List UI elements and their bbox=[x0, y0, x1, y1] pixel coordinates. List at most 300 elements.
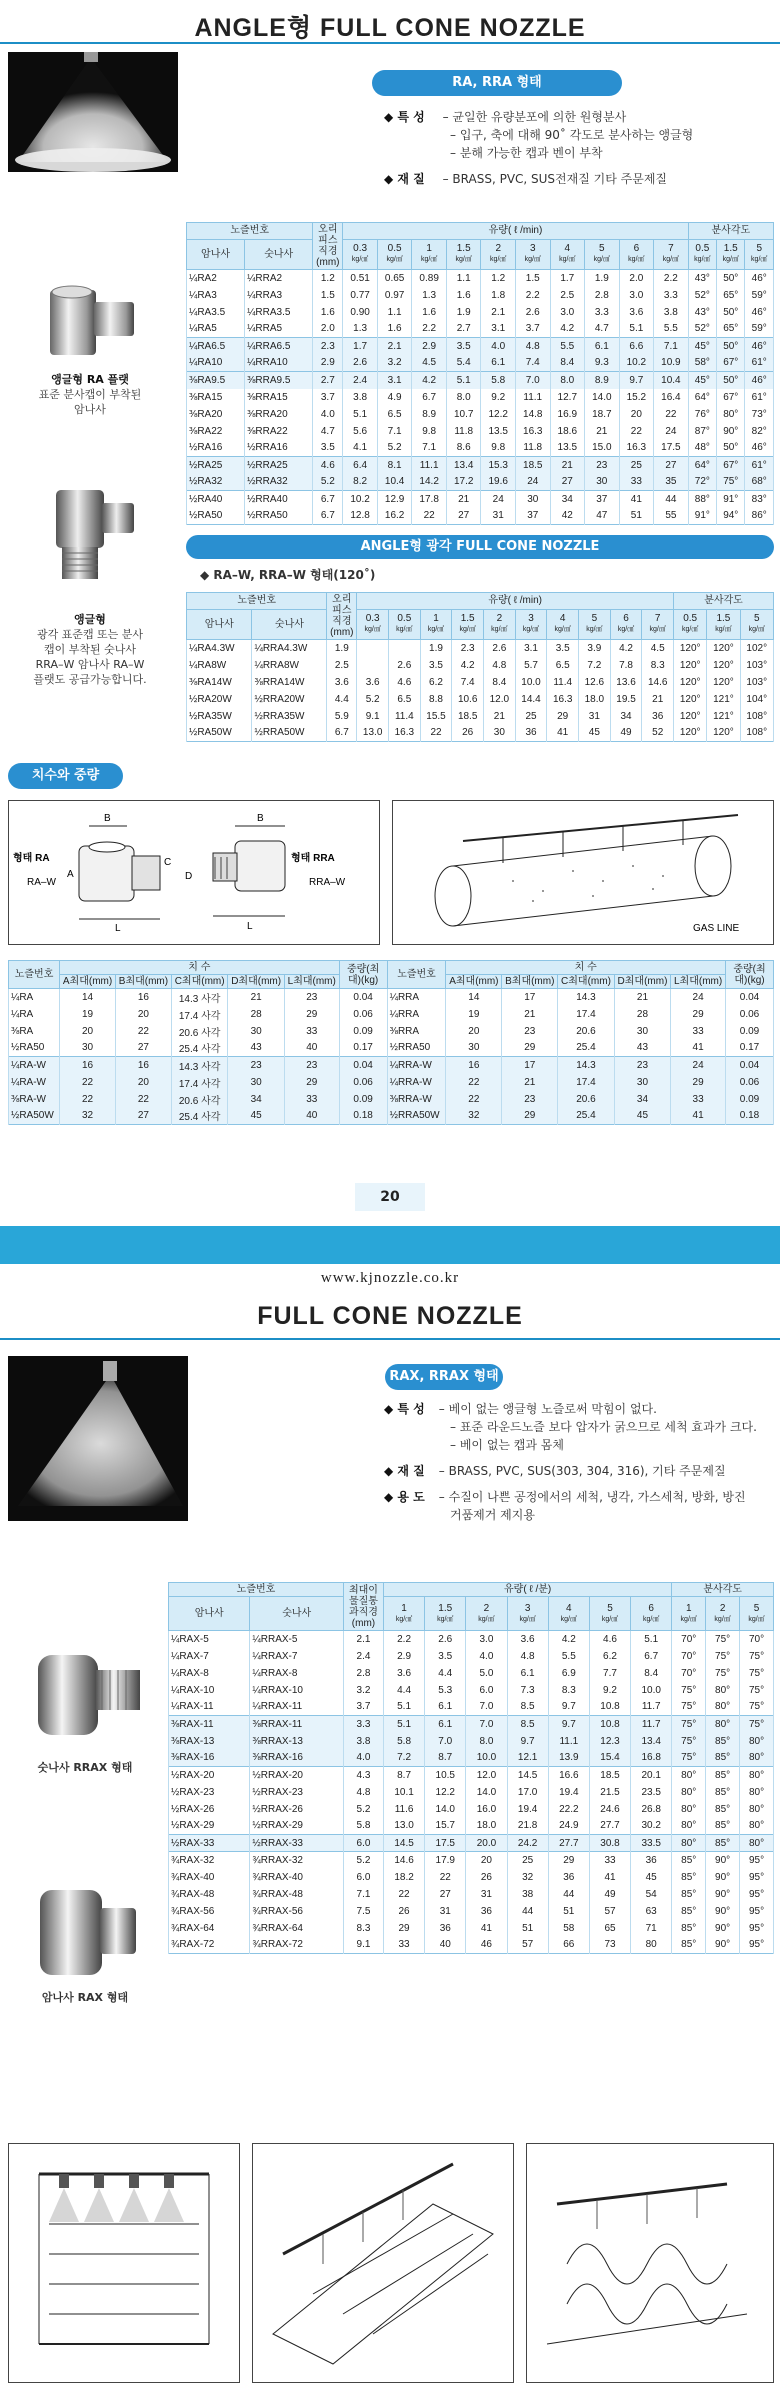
table-cell: ½RA32 bbox=[187, 474, 245, 491]
table-cell: 25 bbox=[515, 708, 547, 725]
table-cell: 5.2 bbox=[377, 440, 412, 457]
table-cell: 3.3 bbox=[343, 1716, 383, 1733]
table-cell: ½RAX-33 bbox=[169, 1835, 250, 1852]
table-cell: 43 bbox=[614, 1040, 671, 1057]
col-pressure: 2 kg/㎠ bbox=[466, 1597, 507, 1631]
table-row bbox=[169, 1716, 774, 1733]
table-cell: ¾RRAX-40 bbox=[250, 1869, 344, 1886]
table-cell: 121° bbox=[707, 691, 740, 708]
table-cell: 9.2 bbox=[481, 389, 516, 406]
table-cell: 21 bbox=[502, 1074, 558, 1091]
table-cell: 11.1 bbox=[412, 457, 447, 474]
table-cell: 75° bbox=[740, 1716, 774, 1733]
table-cell: 2.2 bbox=[515, 287, 550, 304]
table-cell: 7.2 bbox=[579, 657, 611, 674]
table-cell: ½RRAX-20 bbox=[250, 1767, 344, 1784]
table-cell: 10.1 bbox=[383, 1784, 424, 1801]
col-pressure: 1 kg/㎠ bbox=[420, 609, 452, 639]
table-cell: 12.1 bbox=[507, 1750, 548, 1767]
label-gas-line: GAS LINE bbox=[693, 923, 740, 934]
application-diagram-2 bbox=[252, 2143, 514, 2383]
table-cell: 3.6 bbox=[357, 674, 389, 691]
table-cell: 20.6 사각 bbox=[171, 1091, 228, 1108]
table-cell: 3.1 bbox=[377, 372, 412, 389]
table-cell: 120° bbox=[674, 691, 707, 708]
table-cell: 26.8 bbox=[631, 1801, 672, 1818]
col-angle: 분사각도 bbox=[672, 1583, 774, 1597]
table-cell: 27 bbox=[115, 1108, 171, 1125]
title-rule bbox=[0, 42, 780, 44]
table-cell: 17.5 bbox=[425, 1835, 466, 1852]
table-cell: 14.3 사각 bbox=[171, 1057, 228, 1074]
table-cell: 47 bbox=[585, 508, 620, 525]
table-cell: 20 bbox=[446, 1023, 502, 1040]
table-cell: 23 bbox=[585, 457, 620, 474]
table-cell: ¾RAX-40 bbox=[169, 1869, 250, 1886]
table-cell: 10.9 bbox=[654, 355, 689, 372]
table-cell: 6.4 bbox=[343, 457, 378, 474]
table-cell: 24 bbox=[515, 474, 550, 491]
table-cell: 30 bbox=[228, 1023, 285, 1040]
table-cell: 8.8 bbox=[420, 691, 452, 708]
table-cell: 6.7 bbox=[313, 508, 343, 525]
table-cell: 2.0 bbox=[619, 270, 654, 287]
table-cell: 12.6 bbox=[579, 674, 611, 691]
col-angle: 분사각도 bbox=[674, 593, 774, 610]
table-cell: 2.8 bbox=[585, 287, 620, 304]
table-cell: 27.7 bbox=[589, 1818, 630, 1835]
table-cell: 88° bbox=[688, 491, 716, 508]
table-cell: 16.3 bbox=[389, 725, 421, 742]
table-cell: 83° bbox=[745, 491, 774, 508]
table-cell: 23 bbox=[502, 1023, 558, 1040]
col-passage: 최대이물질통과직경(mm) bbox=[343, 1583, 383, 1631]
table-cell: 9.1 bbox=[343, 1937, 383, 1954]
nozzle-ra-image bbox=[30, 280, 150, 365]
table-cell: 8.6 bbox=[446, 440, 481, 457]
table-cell: 11.4 bbox=[389, 708, 421, 725]
table-cell: 27 bbox=[654, 457, 689, 474]
table-row bbox=[169, 1818, 774, 1835]
table-cell: 4.6 bbox=[589, 1631, 630, 1648]
table-cell: 95° bbox=[740, 1852, 774, 1869]
table-cell: 14.8 bbox=[515, 406, 550, 423]
table-cell: 26 bbox=[383, 1903, 424, 1920]
table-cell: 120° bbox=[674, 640, 707, 657]
table-cell: 3.8 bbox=[343, 1733, 383, 1750]
table-cell: 5.2 bbox=[313, 474, 343, 491]
table-cell: 8.5 bbox=[507, 1699, 548, 1716]
table-cell: 30 bbox=[228, 1074, 285, 1091]
table-cell: 2.9 bbox=[412, 338, 447, 355]
col-orifice: 오리피스직경(mm) bbox=[327, 593, 357, 640]
table-cell: 75° bbox=[706, 1648, 740, 1665]
table-cell: 17.5 bbox=[654, 440, 689, 457]
table-cell: 80° bbox=[740, 1801, 774, 1818]
table-cell: 6.0 bbox=[343, 1869, 383, 1886]
table-cell: 1.2 bbox=[481, 270, 516, 287]
table-cell: 15.0 bbox=[585, 440, 620, 457]
table-cell: 27 bbox=[446, 508, 481, 525]
table-cell: ¼RRA5 bbox=[245, 321, 313, 338]
table-row bbox=[187, 725, 774, 742]
col-male: 숫나사 bbox=[252, 609, 327, 639]
table-cell: 37 bbox=[515, 508, 550, 525]
table-cell: 19.4 bbox=[548, 1784, 589, 1801]
col-pressure: 2 kg/㎠ bbox=[484, 609, 516, 639]
table-cell: ½RAX-29 bbox=[169, 1818, 250, 1835]
table-cell: 85° bbox=[672, 1903, 706, 1920]
rax-nozzle-image bbox=[18, 1880, 148, 1985]
table-cell: 85° bbox=[706, 1767, 740, 1784]
table-cell: 4.8 bbox=[515, 338, 550, 355]
table-cell: 4.0 bbox=[343, 1750, 383, 1767]
table-row bbox=[187, 406, 774, 423]
table-cell: 20.0 bbox=[466, 1835, 507, 1852]
table-cell: ¼RA bbox=[9, 989, 60, 1006]
table-cell: 49 bbox=[610, 725, 642, 742]
table-cell: 23 bbox=[502, 1091, 558, 1108]
table-cell: 2.8 bbox=[343, 1665, 383, 1682]
table-cell: 67° bbox=[717, 355, 745, 372]
table-cell: 16.6 bbox=[548, 1767, 589, 1784]
table-cell: 4.5 bbox=[412, 355, 447, 372]
table-cell: ¼RRAX-7 bbox=[250, 1648, 344, 1665]
table-cell: 22 bbox=[446, 1074, 502, 1091]
table-row bbox=[169, 1750, 774, 1767]
table-cell: 11.8 bbox=[515, 440, 550, 457]
table-cell: 80° bbox=[672, 1835, 706, 1852]
table-cell: 8.9 bbox=[412, 406, 447, 423]
table-row bbox=[169, 1733, 774, 1750]
dims-pill: 치수와 중량 bbox=[8, 763, 123, 789]
table-cell: 22 bbox=[115, 1091, 171, 1108]
table-cell: 31 bbox=[425, 1903, 466, 1920]
table-cell: 10.4 bbox=[654, 372, 689, 389]
table-cell: 80° bbox=[672, 1818, 706, 1835]
col-pressure: 4 kg/㎠ bbox=[550, 239, 585, 269]
table-cell: 75° bbox=[740, 1648, 774, 1665]
table-cell: 22.2 bbox=[548, 1801, 589, 1818]
table-cell: 1.6 bbox=[377, 321, 412, 338]
table-cell: ¼RA3 bbox=[187, 287, 245, 304]
table-cell: 70° bbox=[672, 1631, 706, 1648]
table-cell: 3.1 bbox=[515, 640, 547, 657]
table-cell: 1.9 bbox=[446, 304, 481, 321]
table-cell: 1.5 bbox=[313, 287, 343, 304]
table-cell: 1.9 bbox=[420, 640, 452, 657]
table-cell: 2.5 bbox=[550, 287, 585, 304]
col-pressure: 5 kg/㎠ bbox=[589, 1597, 630, 1631]
table-cell: ¾RRAX-64 bbox=[250, 1920, 344, 1937]
table-cell: 3.6 bbox=[507, 1631, 548, 1648]
table-cell: 6.1 bbox=[585, 338, 620, 355]
table-cell: 19.5 bbox=[610, 691, 642, 708]
table-cell: 41 bbox=[589, 1869, 630, 1886]
table-cell: 0.04 bbox=[339, 989, 387, 1006]
table-cell: 24 bbox=[671, 989, 726, 1006]
table-cell: 2.4 bbox=[343, 1648, 383, 1665]
table-row bbox=[169, 1648, 774, 1665]
table-cell: ⅜RA22 bbox=[187, 423, 245, 440]
table-cell: 3.6 bbox=[327, 674, 357, 691]
table-cell: 50° bbox=[717, 270, 745, 287]
table-cell: 16.8 bbox=[631, 1750, 672, 1767]
table-cell: 12.3 bbox=[589, 1733, 630, 1750]
table-cell: 38 bbox=[507, 1886, 548, 1903]
table-cell: 4.4 bbox=[327, 691, 357, 708]
table-cell: 14.5 bbox=[383, 1835, 424, 1852]
table-cell: ¾RAX-64 bbox=[169, 1920, 250, 1937]
table-cell: 43° bbox=[688, 270, 716, 287]
table-cell: 103° bbox=[740, 674, 773, 691]
table-cell: ¾RAX-72 bbox=[169, 1937, 250, 1954]
table-cell: 45° bbox=[688, 372, 716, 389]
table-cell: 13.4 bbox=[446, 457, 481, 474]
table-cell: 21 bbox=[484, 708, 516, 725]
table-cell: ¼RRAX-10 bbox=[250, 1682, 344, 1699]
table-cell: 2.2 bbox=[383, 1631, 424, 1648]
table-cell: 7.1 bbox=[412, 440, 447, 457]
table-cell: ⅜RRA22 bbox=[245, 423, 313, 440]
table-cell: ½RA25 bbox=[187, 457, 245, 474]
table-cell: 75° bbox=[740, 1665, 774, 1682]
col-female: 암나사 bbox=[187, 239, 245, 269]
table-cell: 85° bbox=[706, 1733, 740, 1750]
table-row bbox=[187, 423, 774, 440]
table-cell: ½RAX-26 bbox=[169, 1801, 250, 1818]
col-angle-pressure: 5 kg/㎠ bbox=[740, 609, 773, 639]
table-cell: 5.2 bbox=[343, 1852, 383, 1869]
table-cell: 0.04 bbox=[726, 1057, 774, 1074]
table-cell: 10.2 bbox=[343, 491, 378, 508]
table-cell: 18.7 bbox=[585, 406, 620, 423]
table-cell: 90° bbox=[706, 1903, 740, 1920]
table-cell: ½RRA50 bbox=[245, 508, 313, 525]
table-cell: 68° bbox=[745, 474, 774, 491]
table-cell: 5.5 bbox=[550, 338, 585, 355]
table-cell: 0.04 bbox=[726, 989, 774, 1006]
table-cell: 5.9 bbox=[327, 708, 357, 725]
table-cell: 29 bbox=[502, 1040, 558, 1057]
table-cell: 2.0 bbox=[313, 321, 343, 338]
table-cell: 4.4 bbox=[383, 1682, 424, 1699]
table-cell: 22 bbox=[425, 1869, 466, 1886]
table-cell: 5.1 bbox=[631, 1631, 672, 1648]
table-cell: 29 bbox=[502, 1108, 558, 1125]
table-cell: 24 bbox=[481, 491, 516, 508]
table-cell: 103° bbox=[740, 657, 773, 674]
table-cell: 25 bbox=[507, 1852, 548, 1869]
table-cell: 34 bbox=[610, 708, 642, 725]
page-title: ANGLE형 FULL CONE NOZZLE bbox=[194, 14, 586, 42]
table-cell: 1.9 bbox=[585, 270, 620, 287]
table-cell: 16 bbox=[60, 1057, 116, 1074]
table-cell: ½RA40 bbox=[187, 491, 245, 508]
table-cell: 75° bbox=[672, 1716, 706, 1733]
table-cell: 10.6 bbox=[452, 691, 484, 708]
table-cell: 64° bbox=[688, 389, 716, 406]
table-cell: ¼RAX-10 bbox=[169, 1682, 250, 1699]
table-cell: 4.0 bbox=[481, 338, 516, 355]
table-cell: 0.90 bbox=[343, 304, 378, 321]
table-cell: ½RA35W bbox=[187, 708, 252, 725]
table-cell: 120° bbox=[707, 640, 740, 657]
table-cell: 85° bbox=[672, 1852, 706, 1869]
col-dims: 치 수 bbox=[446, 961, 726, 975]
table-cell: 90° bbox=[706, 1937, 740, 1954]
table-cell: 36 bbox=[425, 1920, 466, 1937]
table-cell: 3.5 bbox=[313, 440, 343, 457]
table-cell: ½RA50 bbox=[9, 1040, 60, 1057]
col-nozzle-no: 노즐번호 bbox=[9, 961, 60, 989]
table-cell: 19.6 bbox=[481, 474, 516, 491]
table-cell: 67° bbox=[717, 389, 745, 406]
table-cell: 80° bbox=[706, 1682, 740, 1699]
table-cell: 120° bbox=[707, 657, 740, 674]
application-diagram-3 bbox=[526, 2143, 774, 2383]
col-angle-pressure: 1.5 kg/㎠ bbox=[707, 609, 740, 639]
table-cell: 10.5 bbox=[425, 1767, 466, 1784]
website-url[interactable]: www.kjnozzle.co.kr bbox=[320, 1270, 460, 1286]
table-row bbox=[169, 1631, 774, 1648]
col-pressure: 4 kg/㎠ bbox=[548, 1597, 589, 1631]
table-cell: ¾RRAX-72 bbox=[250, 1937, 344, 1954]
table-cell: 75° bbox=[706, 1665, 740, 1682]
table-cell: 4.4 bbox=[425, 1665, 466, 1682]
table-cell: 86° bbox=[745, 508, 774, 525]
table-cell: ½RAX-20 bbox=[169, 1767, 250, 1784]
wide-angle-subtitle: ◆ RA–W, RRA–W 형태(120˚) bbox=[200, 568, 376, 582]
table-cell: 80 bbox=[631, 1937, 672, 1954]
table-cell: 3.0 bbox=[466, 1631, 507, 1648]
table-cell: ¾RRAX-56 bbox=[250, 1903, 344, 1920]
table-cell: ⅜RRA15 bbox=[245, 389, 313, 406]
table-row bbox=[187, 674, 774, 691]
table-cell: ½RAX-23 bbox=[169, 1784, 250, 1801]
col-angle-pressure: 5 kg/㎠ bbox=[745, 239, 774, 269]
table-cell: 14 bbox=[60, 989, 116, 1006]
table-cell: 44 bbox=[507, 1903, 548, 1920]
table-cell: 1.6 bbox=[446, 287, 481, 304]
table-cell: 22 bbox=[115, 1023, 171, 1040]
table-cell: 46 bbox=[466, 1937, 507, 1954]
table-cell: ¼RA6.5 bbox=[187, 338, 245, 355]
table-cell: 82° bbox=[745, 423, 774, 440]
wide-angle-pill: ANGLE형 광각 FULL CONE NOZZLE bbox=[186, 535, 774, 559]
table-cell: 13.0 bbox=[357, 725, 389, 742]
table-cell: 7.8 bbox=[610, 657, 642, 674]
table-cell: 8.5 bbox=[507, 1716, 548, 1733]
table-cell: 3.2 bbox=[343, 1682, 383, 1699]
table-cell: 31 bbox=[466, 1886, 507, 1903]
table-cell: 16.0 bbox=[466, 1801, 507, 1818]
table-cell: 5.8 bbox=[343, 1818, 383, 1835]
svg-text:L: L bbox=[247, 921, 253, 932]
table-cell: 5.6 bbox=[343, 423, 378, 440]
table-cell: 2.6 bbox=[484, 640, 516, 657]
table-cell: 21 bbox=[614, 989, 671, 1006]
table-cell: 19.4 bbox=[507, 1801, 548, 1818]
table-cell: 120° bbox=[707, 725, 740, 742]
table-cell: 3.5 bbox=[425, 1648, 466, 1665]
table-cell: 33 bbox=[589, 1852, 630, 1869]
table-row bbox=[187, 304, 774, 321]
table-cell: 33 bbox=[284, 1091, 339, 1108]
table-cell: 41 bbox=[466, 1920, 507, 1937]
col-angle-pressure: 0.5 kg/㎠ bbox=[674, 609, 707, 639]
feature-line: – 분해 가능한 캡과 벤이 부착 bbox=[450, 146, 603, 160]
table-cell: 11.1 bbox=[515, 389, 550, 406]
table-cell: 51 bbox=[507, 1920, 548, 1937]
table-cell: 18.6 bbox=[550, 423, 585, 440]
table-cell: 7.4 bbox=[452, 674, 484, 691]
table-cell: 80° bbox=[706, 1699, 740, 1716]
table-cell: 21 bbox=[502, 1006, 558, 1023]
table-cell: ¼RA8W bbox=[187, 657, 252, 674]
table-cell: 40 bbox=[425, 1937, 466, 1954]
table-cell: 49 bbox=[589, 1886, 630, 1903]
table-cell: 0.06 bbox=[339, 1074, 387, 1091]
table-cell: 0.06 bbox=[726, 1074, 774, 1091]
col-male: 숫나사 bbox=[250, 1597, 344, 1631]
table-cell: 2.1 bbox=[377, 338, 412, 355]
series-pill: RA, RRA 형태 bbox=[372, 70, 622, 96]
table-cell: 80° bbox=[740, 1750, 774, 1767]
nozzle-ra-caption: 앵글형 RA 플랫 표준 분사캡이 부착된 암나사 bbox=[38, 373, 142, 416]
col-flow: 유량( ℓ /min) bbox=[357, 593, 674, 610]
table-row bbox=[169, 1852, 774, 1869]
table-row bbox=[187, 457, 774, 474]
table-cell: 94° bbox=[717, 508, 745, 525]
table-cell: ⅜RRAX-16 bbox=[250, 1750, 344, 1767]
col-pressure: 0.5 kg/㎠ bbox=[377, 239, 412, 269]
table-cell: ¾RAX-48 bbox=[169, 1886, 250, 1903]
table-cell: 7.0 bbox=[466, 1716, 507, 1733]
table-cell: 10.0 bbox=[515, 674, 547, 691]
table-cell: 46° bbox=[745, 338, 774, 355]
table-cell: 17.0 bbox=[507, 1784, 548, 1801]
table-cell: 9.7 bbox=[619, 372, 654, 389]
table-cell: 51 bbox=[619, 508, 654, 525]
table-cell: 51 bbox=[548, 1903, 589, 1920]
table-cell: 24.6 bbox=[589, 1801, 630, 1818]
table-cell: 4.0 bbox=[313, 406, 343, 423]
table-row bbox=[169, 1937, 774, 1954]
table-cell: 8.3 bbox=[343, 1920, 383, 1937]
table-cell: ¼RRAX-5 bbox=[250, 1631, 344, 1648]
table-row bbox=[169, 1886, 774, 1903]
table-cell: 33.5 bbox=[631, 1835, 672, 1852]
table-cell: 14.3 사각 bbox=[171, 989, 228, 1006]
table-cell: 24 bbox=[654, 423, 689, 440]
table-cell: 75° bbox=[672, 1733, 706, 1750]
table-cell: 25.4 bbox=[558, 1040, 615, 1057]
table-cell bbox=[357, 640, 389, 657]
table-cell: ¼RA10 bbox=[187, 355, 245, 372]
table-cell: 57 bbox=[507, 1937, 548, 1954]
table-cell: 70° bbox=[672, 1665, 706, 1682]
table-cell: 12.0 bbox=[484, 691, 516, 708]
table-cell: 21 bbox=[550, 457, 585, 474]
table-cell: ½RA50 bbox=[187, 508, 245, 525]
table-cell: 28 bbox=[228, 1006, 285, 1023]
table-cell: 16.9 bbox=[550, 406, 585, 423]
table-cell: 9.7 bbox=[548, 1716, 589, 1733]
table-cell: 104° bbox=[740, 691, 773, 708]
table-cell: 3.2 bbox=[377, 355, 412, 372]
table-cell: 3.5 bbox=[446, 338, 481, 355]
